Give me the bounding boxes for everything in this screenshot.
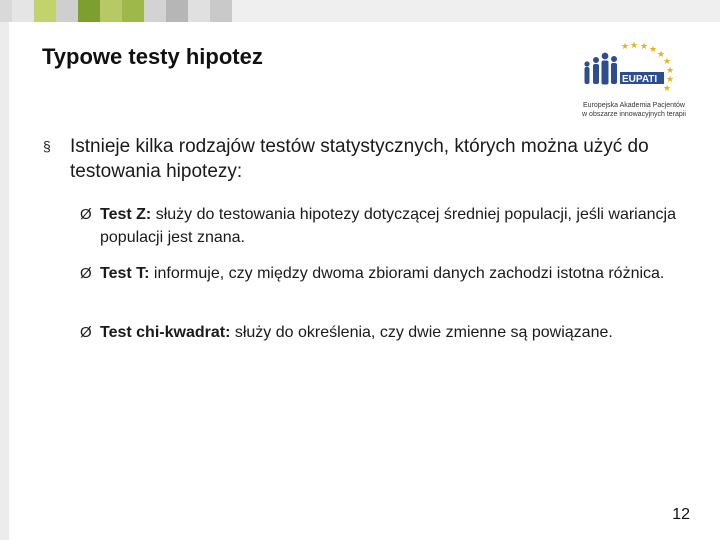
sub-bullet-text: służy do testowania hipotezy dotyczącej średniej populacji, jeśli wariancja populacji jest znana. — [100, 206, 676, 246]
star-ring-icon — [621, 41, 674, 94]
color-band-fill — [232, 0, 720, 22]
color-block — [188, 0, 210, 22]
sub-bullet-z-test — [80, 203, 700, 249]
arrow-bullet-icon: Ø — [80, 206, 92, 223]
sub-bullet-body — [100, 262, 700, 285]
svg-text:★: ★ — [640, 42, 649, 52]
main-bullet — [43, 134, 663, 184]
sub-bullet-text: informuje, czy między dwoma zbiorami danych zachodzi istotna różnica. — [149, 265, 665, 282]
sub-bullet-term: Test Z: — [100, 206, 152, 223]
eupati-logo-graphic — [578, 36, 688, 98]
color-block — [122, 0, 144, 22]
section-bullet-icon: § — [43, 138, 51, 154]
color-block — [100, 0, 122, 22]
people-icon — [584, 53, 617, 85]
svg-text:★: ★ — [649, 45, 658, 55]
top-color-band — [0, 0, 720, 22]
color-block — [144, 0, 166, 22]
main-bullet-text: Istnieje kilka rodzajów testów statystycznych, których można użyć do testowania hipotezy: — [70, 136, 649, 182]
left-accent-bar — [0, 22, 9, 540]
color-block — [34, 0, 56, 22]
color-block — [0, 0, 12, 22]
color-block — [78, 0, 100, 22]
svg-text:★: ★ — [663, 84, 672, 94]
svg-text:★: ★ — [666, 66, 675, 76]
sub-bullet-t-test — [80, 262, 700, 285]
color-block — [166, 0, 188, 22]
arrow-bullet-icon: Ø — [80, 324, 92, 341]
logo-caption-line2: w obszarze innowacyjnych terapii — [582, 111, 686, 118]
svg-text:★: ★ — [621, 42, 630, 52]
sub-bullet-term: Test chi-kwadrat: — [100, 324, 231, 341]
color-block — [56, 0, 78, 22]
sub-bullet-text: służy do określenia, czy dwie zmienne są powiązane. — [230, 324, 613, 341]
svg-text:★: ★ — [657, 50, 666, 60]
sub-bullet-term: Test T: — [100, 265, 150, 282]
arrow-bullet-icon: Ø — [80, 265, 92, 282]
page-number: 12 — [672, 506, 690, 523]
color-block — [12, 0, 34, 22]
brand-text: EUPATI — [622, 74, 658, 85]
color-block — [210, 0, 232, 22]
svg-text:★: ★ — [663, 57, 672, 67]
logo-caption — [560, 101, 708, 119]
svg-text:★: ★ — [630, 41, 639, 51]
sub-bullet-body — [100, 321, 700, 344]
slide-title: Typowe testy hipotez — [42, 44, 263, 69]
logo-caption-line1: Europejska Akademia Pacjentów — [583, 102, 685, 109]
sub-bullet-body — [100, 203, 700, 249]
sub-bullet-chi-square — [80, 321, 700, 344]
svg-text:★: ★ — [666, 75, 675, 85]
